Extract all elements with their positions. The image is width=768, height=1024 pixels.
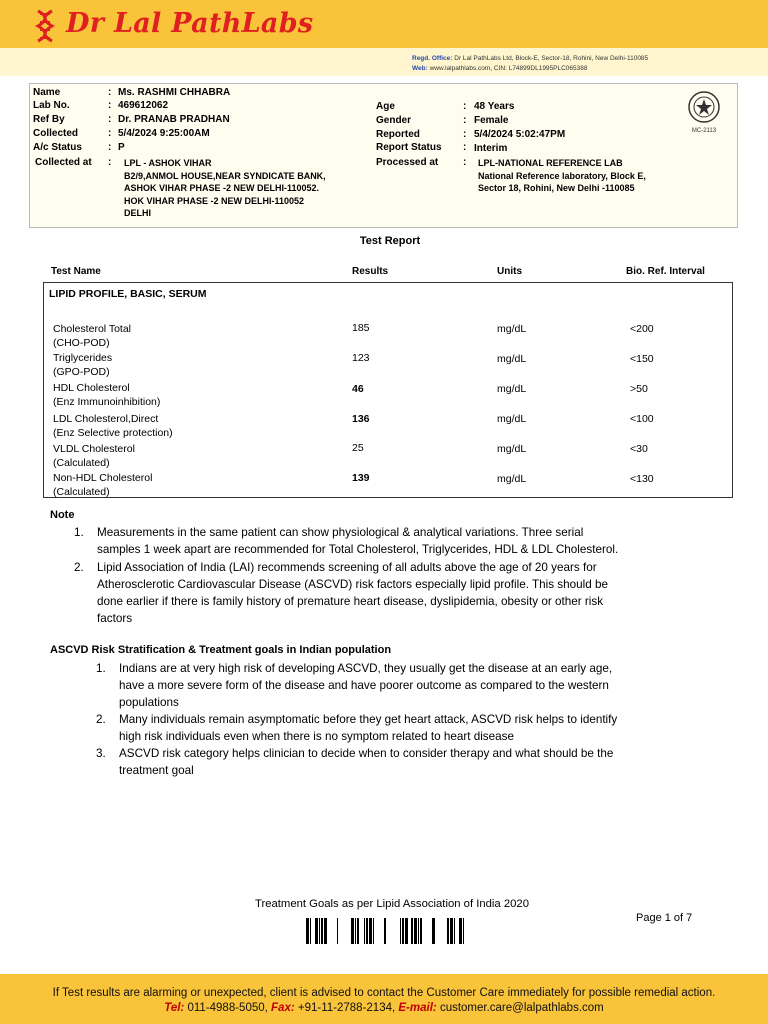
barcode-bar: [324, 918, 327, 944]
barcode-bar: [315, 918, 318, 944]
panel-name: LIPID PROFILE, BASIC, SERUM: [49, 288, 207, 300]
gender-value: Female: [474, 115, 509, 126]
barcode-bar: [463, 918, 464, 944]
test-result: 136: [352, 413, 370, 425]
test-unit: mg/dL: [497, 383, 527, 395]
report-status-label: Report Status: [376, 142, 442, 153]
note-heading: Note: [50, 509, 75, 521]
colon: :: [463, 129, 467, 140]
barcode-icon: [306, 918, 466, 944]
colon: :: [108, 114, 112, 125]
barcode-bar: [454, 918, 455, 944]
barcode-bar: [432, 918, 435, 944]
treatment-goals-title: Treatment Goals as per Lipid Association of India 2020: [254, 898, 529, 910]
collected-label: Collected: [33, 128, 79, 139]
barcode-bar: [321, 918, 323, 944]
refby-label: Ref By: [33, 114, 65, 125]
header-strip: [0, 48, 768, 76]
test-ref: <200: [630, 323, 654, 335]
barcode-bar: [447, 918, 449, 944]
barcode-bar: [402, 918, 404, 944]
account-status: P: [118, 142, 125, 153]
barcode-bar: [373, 918, 374, 944]
barcode-bar: [357, 918, 359, 944]
col-ref-interval: Bio. Ref. Interval: [626, 266, 705, 277]
colon: :: [463, 157, 467, 168]
patient-name: Ms. RASHMI CHHABRA: [118, 87, 231, 98]
test-unit: mg/dL: [497, 473, 527, 485]
barcode-bar: [405, 918, 408, 944]
barcode-bar: [369, 918, 372, 944]
test-unit: mg/dL: [497, 413, 527, 425]
test-ref: <30: [630, 443, 648, 455]
collected-time: 5/4/2024 9:25:00AM: [118, 128, 210, 139]
col-results: Results: [352, 266, 389, 277]
barcode-bar: [366, 918, 368, 944]
test-row-name: LDL Cholesterol,Direct (Enz Selective protection): [53, 413, 173, 439]
reported-label: Reported: [376, 129, 420, 140]
processed-at-address: LPL-NATIONAL REFERENCE LAB National Reference laboratory, Block E, Sector 18, Rohini, New Delhi -110085: [478, 158, 646, 193]
acstatus-label: A/c Status: [33, 142, 82, 153]
gender-label: Gender: [376, 115, 412, 126]
test-row-name: Triglycerides (GPO-POD): [53, 352, 113, 378]
col-test-name: Test Name: [51, 266, 101, 277]
reported-time: 5/4/2024 5:02:47PM: [474, 129, 566, 140]
dna-logo-icon: [30, 9, 60, 43]
barcode-bar: [420, 918, 422, 944]
test-ref: <130: [630, 473, 654, 485]
test-ref: <150: [630, 353, 654, 365]
barcode-bar: [411, 918, 413, 944]
barcode-bar: [400, 918, 401, 944]
colon: :: [463, 142, 467, 153]
col-units: Units: [497, 266, 522, 277]
registered-office: Regd. Office: Dr Lal PathLabs Ltd, Block-E, Sector-18, Rohini, New Delhi-110085 Web: www.lalpathlabs.com, CIN: L74899DL1995PLC065388: [412, 55, 649, 72]
ascvd-heading: ASCVD Risk Stratification & Treatment goals in Indian population: [50, 644, 392, 656]
barcode-bar: [418, 918, 419, 944]
test-row-name: HDL Cholesterol (Enz Immunoinhibition): [53, 382, 161, 408]
barcode-bar: [459, 918, 462, 944]
footer-advisory: If Test results are alarming or unexpected, client is advised to contact the Customer Care immediately for possible remedial action.: [52, 987, 716, 999]
colon: :: [463, 115, 467, 126]
barcode-bar: [310, 918, 311, 944]
processedat-label: Processed at: [376, 157, 439, 168]
test-ref: <100: [630, 413, 654, 425]
colon: :: [463, 101, 467, 112]
name-label: Name: [33, 87, 61, 98]
test-unit: mg/dL: [497, 443, 527, 455]
test-result: 123: [352, 352, 370, 364]
barcode-bar: [450, 918, 453, 944]
collectedat-label: Collected at: [35, 157, 92, 168]
barcode-bar: [306, 918, 309, 944]
barcode-bar: [319, 918, 320, 944]
colon: :: [108, 142, 112, 153]
test-row-name: VLDL Cholesterol (Calculated): [53, 443, 135, 469]
barcode-bar: [364, 918, 365, 944]
test-row-name: Non-HDL Cholesterol (Calculated): [53, 472, 153, 498]
page-footer: [0, 974, 768, 1024]
barcode-bar: [351, 918, 354, 944]
colon: :: [108, 157, 112, 168]
test-unit: mg/dL: [497, 353, 527, 365]
referred-by: Dr. PRANAB PRADHAN: [118, 114, 230, 125]
barcode-bar: [337, 918, 338, 944]
nabl-seal-icon: [685, 90, 723, 136]
test-result: 185: [352, 322, 370, 334]
test-result: 25: [352, 442, 364, 454]
brand-name: Dr Lal PathLabs: [66, 8, 314, 39]
svg-text:MC-2113: MC-2113: [691, 128, 717, 134]
age-label: Age: [376, 101, 395, 112]
colon: :: [108, 87, 112, 98]
colon: :: [108, 128, 112, 139]
collected-at-address: LPL - ASHOK VIHAR B2/9,ANMOL HOUSE,NEAR SYNDICATE BANK, ASHOK VIHAR PHASE -2 NEW DELHI-110052. HOK VIHAR PHASE -2 NEW DELHI-110052 DELHI: [124, 158, 326, 218]
test-result: 46: [352, 383, 364, 395]
test-row-name: Cholesterol Total (CHO-POD): [53, 323, 132, 349]
footer-contact: Tel: 011-4988-5050, Fax: +91-11-2788-2134, E-mail: customer.care@lalpathlabs.com: [164, 1002, 604, 1014]
test-ref: >50: [630, 383, 648, 395]
barcode-bar: [355, 918, 356, 944]
page-number: Page 1 of 7: [636, 912, 693, 924]
barcode-bar: [384, 918, 386, 944]
labno-label: Lab No.: [33, 100, 70, 111]
report-title: Test Report: [359, 235, 421, 247]
barcode-bar: [414, 918, 417, 944]
age-value: 48 Years: [474, 101, 515, 112]
test-unit: mg/dL: [497, 323, 527, 335]
lab-number: 469612062: [118, 100, 169, 111]
colon: :: [108, 100, 112, 111]
test-result: 139: [352, 472, 370, 484]
report-status: Interim: [474, 143, 508, 154]
